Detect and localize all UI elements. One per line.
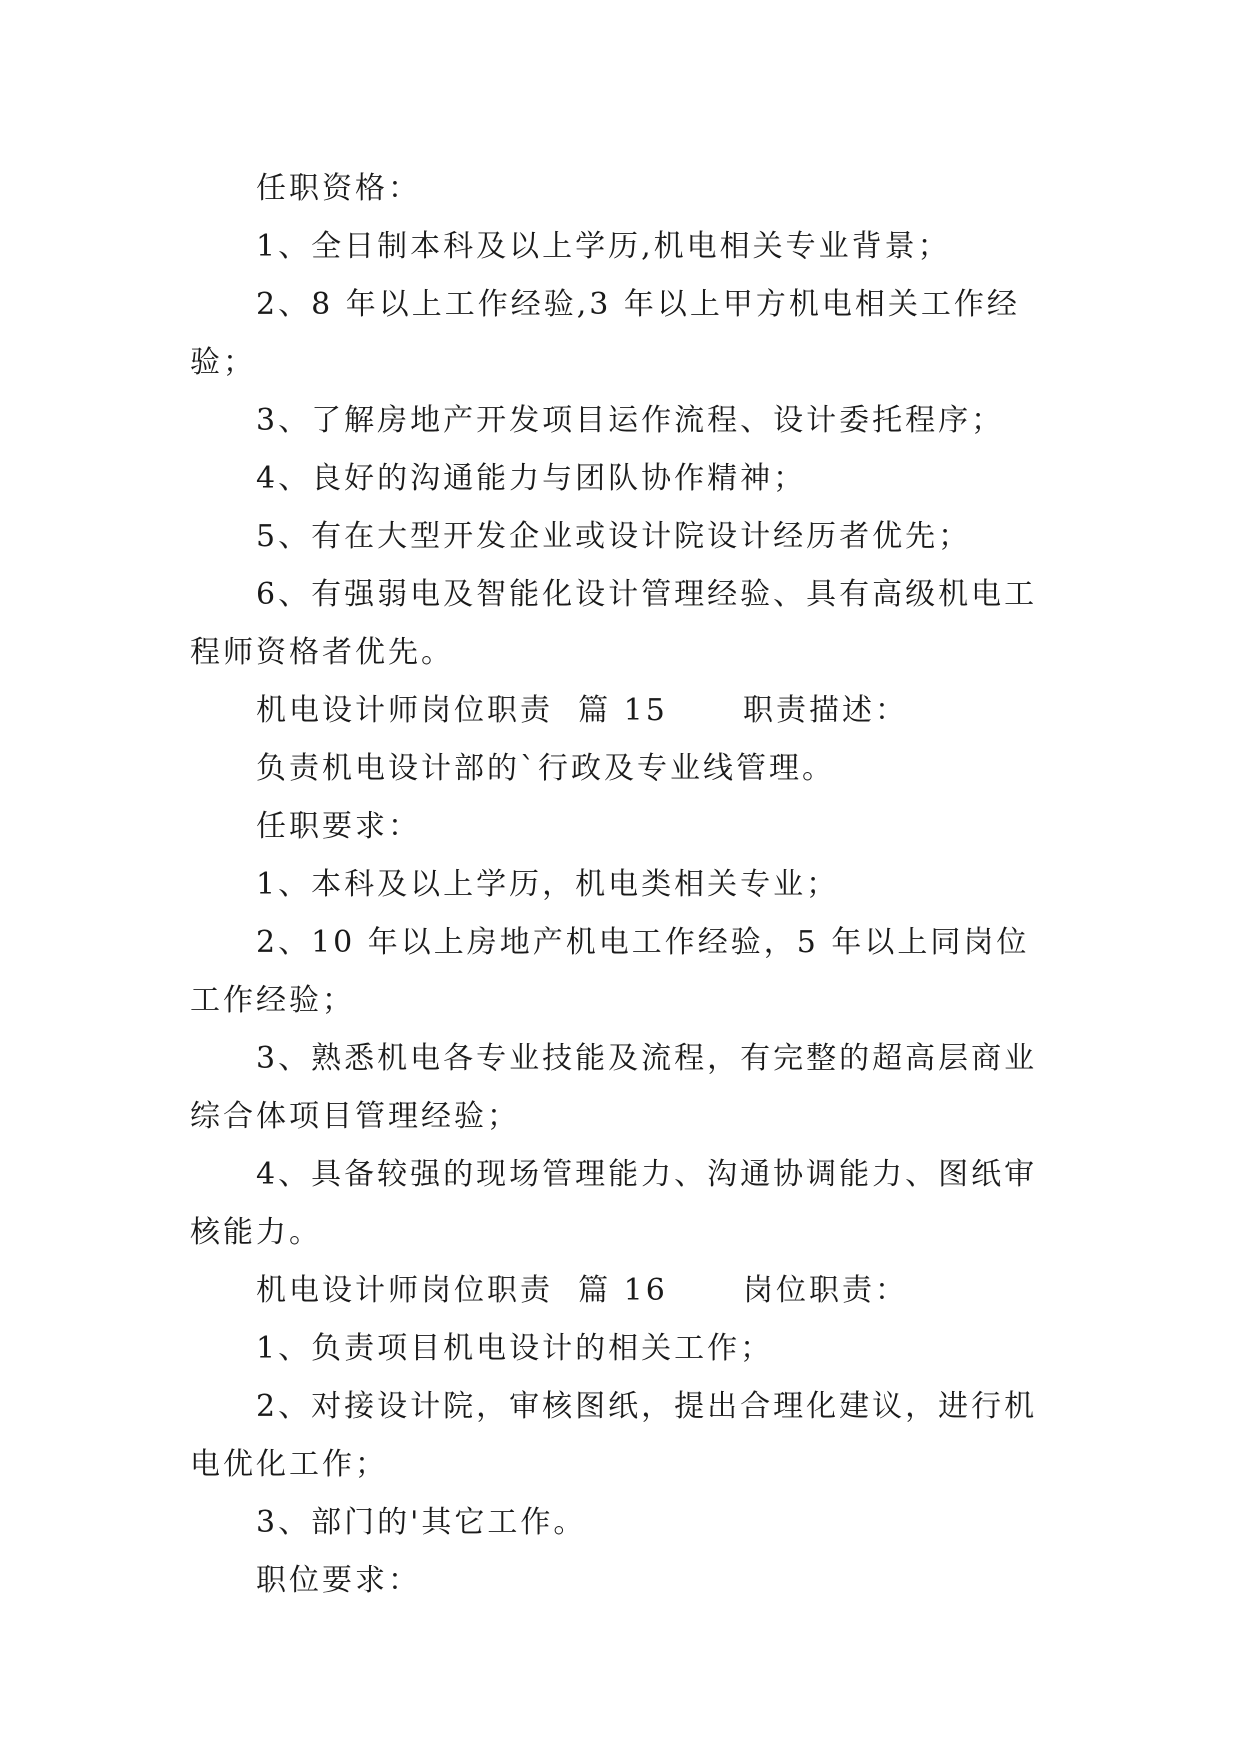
paragraph-item: 负责机电设计部的`行政及专业线管理。 bbox=[256, 751, 835, 786]
paragraph-item: 2、10 年以上房地产机电工作经验，5 年以上同岗位工作经验； bbox=[190, 925, 1030, 1018]
paragraph-item: 1、负责项目机电设计的相关工作； bbox=[256, 1331, 774, 1366]
paragraph-item: 4、良好的沟通能力与团队协作精神； bbox=[256, 461, 807, 496]
paragraph-item: 6、有强弱电及智能化设计管理经验、具有高级机电工程师资格者优先。 bbox=[190, 577, 1038, 670]
paragraph-item: 3、了解房地产开发项目运作流程、设计委托程序； bbox=[256, 403, 1005, 438]
paragraph-item: 2、对接设计院，审核图纸，提出合理化建议，进行机电优化工作； bbox=[190, 1389, 1038, 1482]
document-body bbox=[190, 160, 1050, 1610]
paragraph-item: 4、具备较强的现场管理能力、沟通协调能力、图纸审核能力。 bbox=[190, 1157, 1038, 1250]
section-heading-15: 机电设计师岗位职责 篇 15 职责描述： bbox=[256, 693, 908, 728]
paragraph-item: 3、部门的'其它工作。 bbox=[256, 1505, 587, 1540]
paragraph-item: 5、有在大型开发企业或设计院设计经历者优先； bbox=[256, 519, 972, 554]
paragraph-qualifications-heading: 任职资格： bbox=[256, 171, 421, 206]
paragraph-requirements-heading: 任职要求： bbox=[256, 809, 421, 844]
paragraph-item: 1、本科及以上学历，机电类相关专业； bbox=[256, 867, 840, 902]
section-heading-16: 机电设计师岗位职责 篇 16 岗位职责： bbox=[256, 1273, 908, 1308]
paragraph-item: 3、熟悉机电各专业技能及流程，有完整的超高层商业综合体项目管理经验； bbox=[190, 1041, 1038, 1134]
paragraph-item: 1、全日制本科及以上学历,机电相关专业背景； bbox=[256, 229, 951, 264]
paragraph-item: 2、8 年以上工作经验,3 年以上甲方机电相关工作经验； bbox=[190, 287, 1020, 380]
paragraph-position-requirements-heading: 职位要求： bbox=[256, 1563, 421, 1598]
